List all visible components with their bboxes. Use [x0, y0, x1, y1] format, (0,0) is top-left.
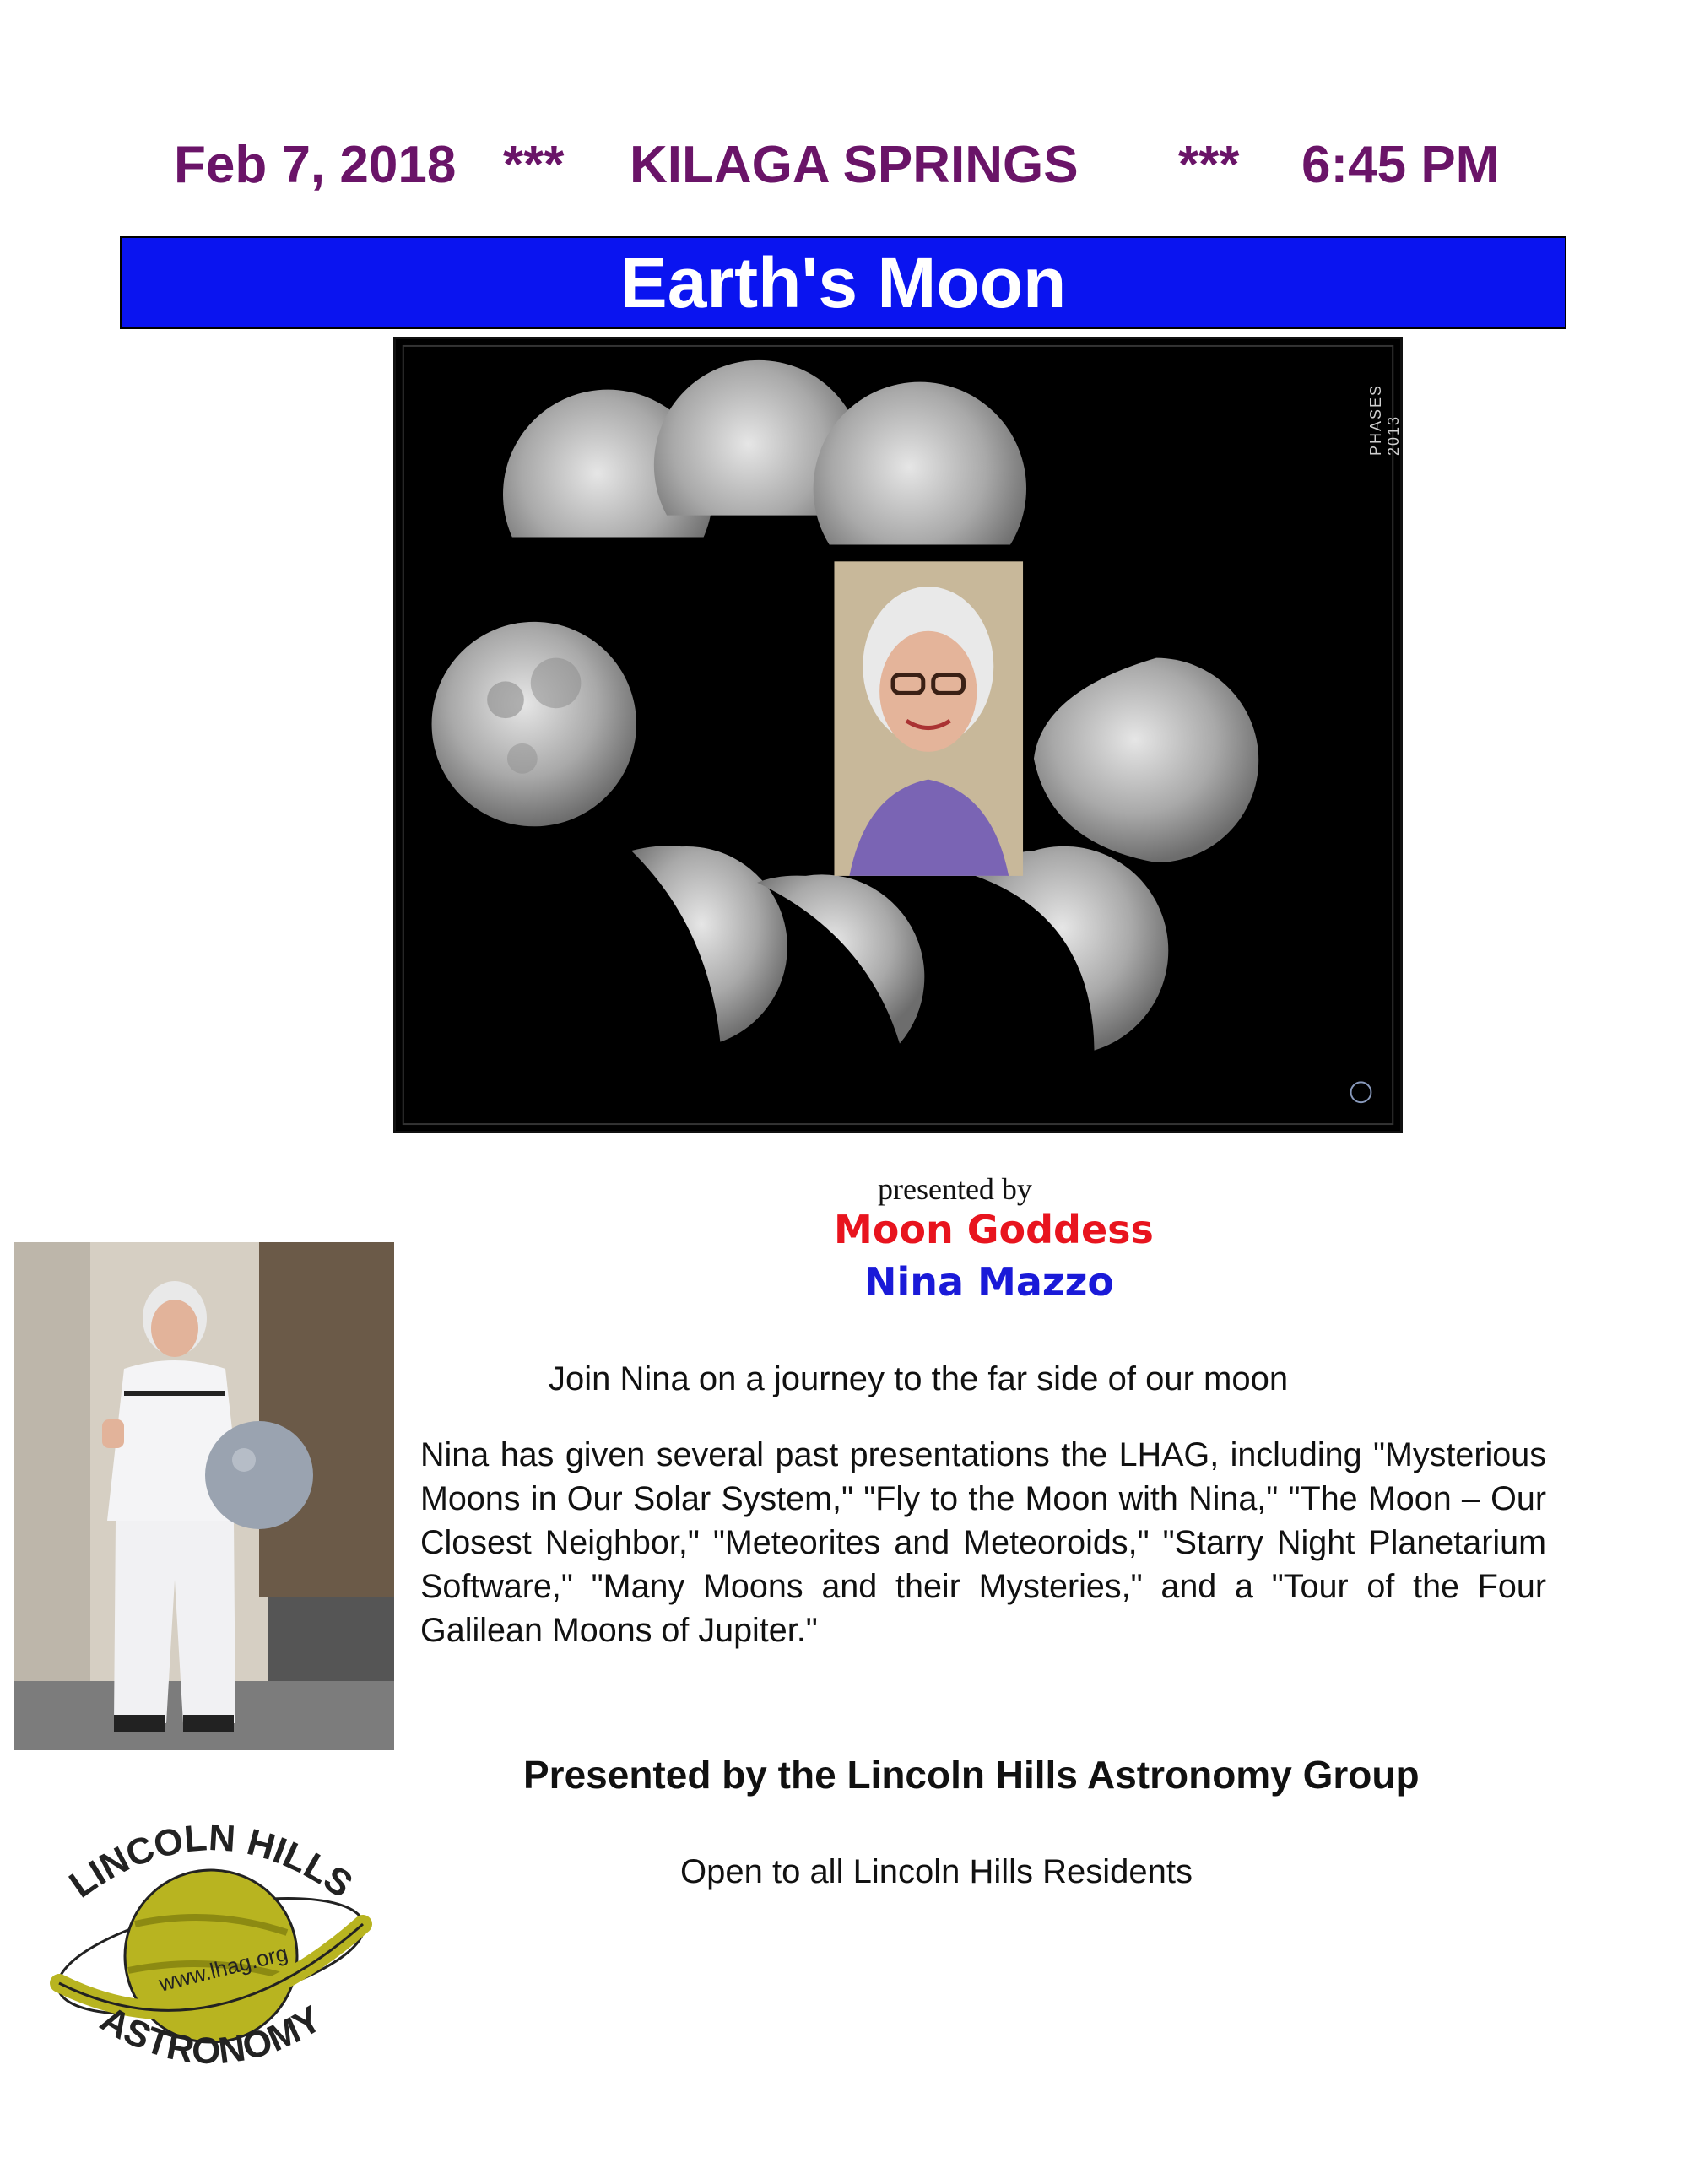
lhag-logo	[42, 1806, 380, 2093]
header-separator: ***	[503, 136, 565, 194]
logo-bottom-text: ASTRONOMY	[93, 1997, 329, 2073]
presented-by-label: presented by	[878, 1172, 1032, 1206]
presenter-title: Moon Goddess	[834, 1207, 1154, 1252]
logo-url: www.lhag.org	[156, 1939, 290, 1997]
page-title: Earth's Moon	[619, 242, 1067, 322]
presenter-bio: Nina has given several past presentations the LHAG, including "Mysterious Moons in Our Solar System," "Fly to the Moon with Nina," "The Moon – Our Closest Neighbor," "Meteorites and Meteoroids," "Starry Night Planetarium Software," "Many Moons and their Mysteries," and a "Tour of the Four Galilean Moons of Jupiter."	[420, 1436, 1546, 1649]
event-date: Feb 7, 2018	[174, 136, 457, 194]
astronaut-photo-illustration	[14, 1242, 394, 1750]
photo-credit-label: PHASES 2013	[1367, 383, 1402, 456]
event-venue: KILAGA SPRINGS	[630, 136, 1079, 194]
presenter-name: Nina Mazzo	[864, 1259, 1115, 1305]
presenter-astronaut-photo	[14, 1242, 394, 1750]
organizer-line: Presented by the Lincoln Hills Astronomy Group	[523, 1753, 1420, 1797]
logo-top-text: LINCOLN HILLS	[62, 1816, 360, 1906]
moon-phases-illustration	[396, 339, 1400, 1131]
saturn-logo-icon	[42, 1806, 380, 2093]
title-banner	[120, 236, 1566, 329]
event-time: 6:45 PM	[1301, 136, 1500, 194]
audience-line: Open to all Lincoln Hills Residents	[680, 1853, 1193, 1890]
moon-phases-image	[393, 337, 1403, 1133]
event-tagline: Join Nina on a journey to the far side of our moon	[549, 1360, 1289, 1397]
header-separator: ***	[1178, 136, 1240, 194]
